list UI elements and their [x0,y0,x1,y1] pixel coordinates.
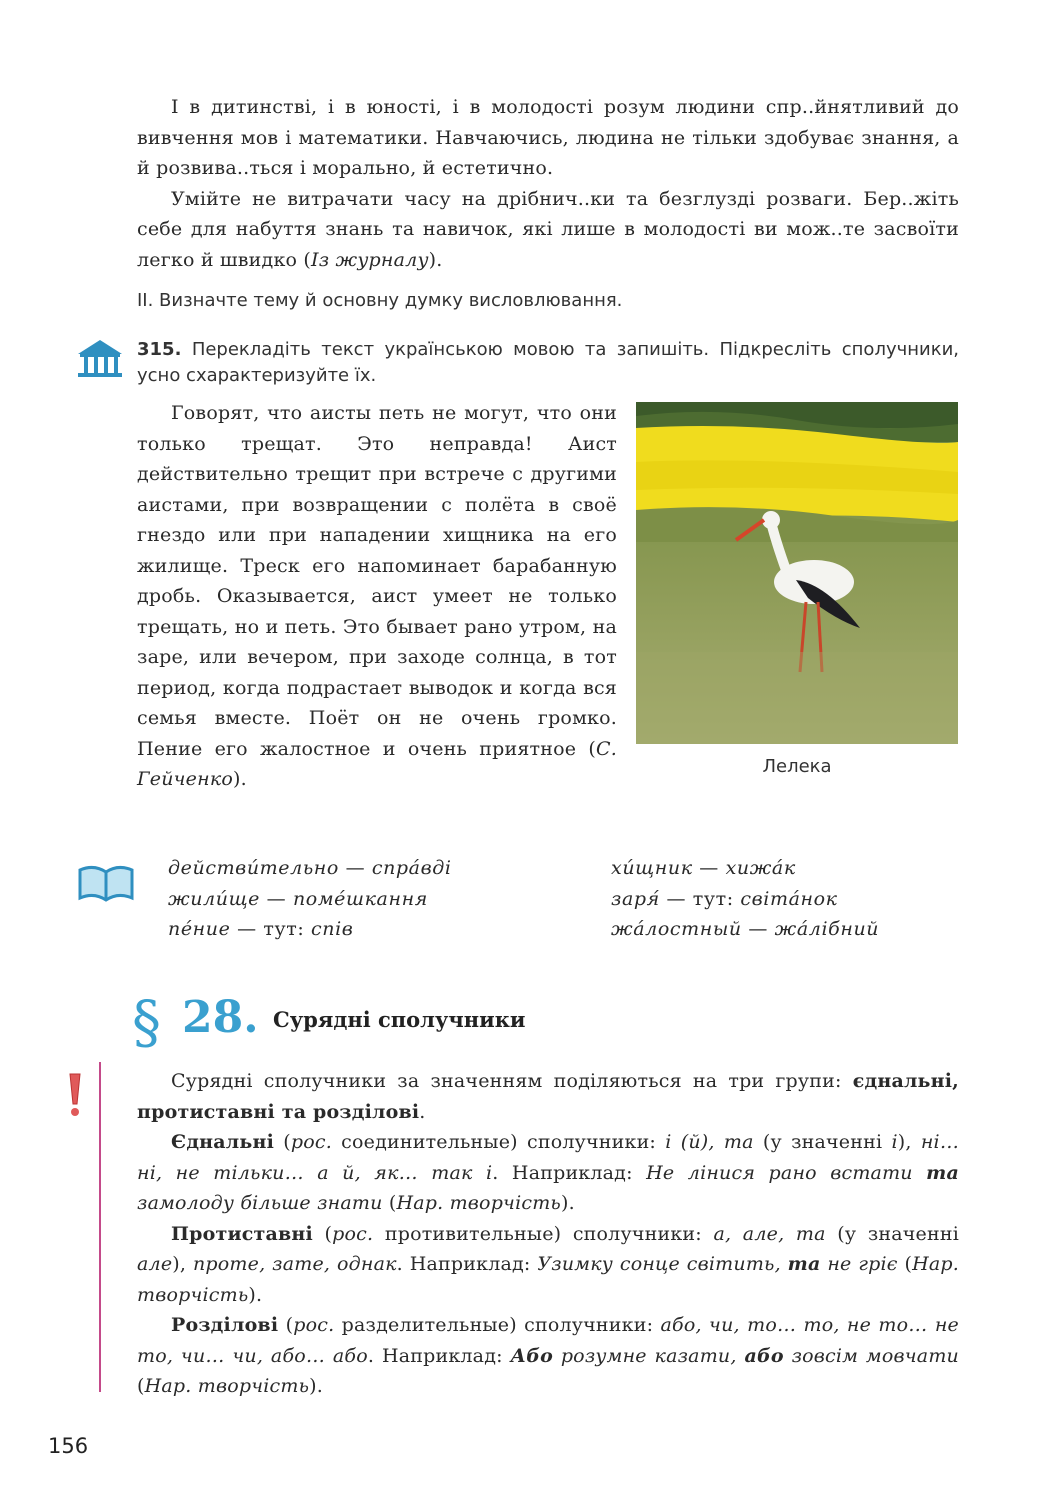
rule-examples: а, але, та [713,1222,826,1245]
vocabulary-right [611,853,879,945]
rules-intro-end: . [419,1100,426,1123]
section-number: 28. [182,992,259,1043]
example-text: Узимку сонце світить, [537,1253,788,1275]
example-end: ). [309,1375,323,1397]
example-text: Не лінися рано встати [646,1161,927,1184]
example-bold: Або [510,1344,553,1367]
rules-intro [137,1066,959,1127]
top-paragraph-1: І в дитинстві, і в юності, і в молодості розум людини спр..йнятливий до вивчення мов і математики. Навчаючись, людина не тільки здобуває знання, а й розвива..ться і морально, й естетично. [137,96,959,179]
rules-block [137,1066,959,1402]
vocab-ua: спів [311,918,354,940]
vocab-row [168,884,452,915]
section-mark: § [132,988,161,1056]
vocab-ru: жа́лостный [611,918,742,940]
vocab-prefix: тут: [692,887,741,910]
vocab-dash: — [230,918,264,940]
top-paragraph-2 [137,184,959,276]
vocab-row [611,853,879,884]
example-end: ). [560,1192,575,1214]
example-text: розумне казати, [553,1344,745,1367]
russian-text [137,398,617,795]
rule-term: Розділові [171,1314,279,1336]
task-ii: ІІ. Визначте тему й основну думку висловлювання. [137,290,623,311]
section-title: Сурядні сполучники [273,1007,526,1032]
example-bold: та [926,1161,959,1184]
page-number: 156 [48,1434,89,1458]
rule-side-line [99,1062,101,1392]
author-label: С. Гейченко [137,737,617,790]
rule-adversative: Протиставні (рос. противительные) сполучники: а, але, та (у значенні але), проте, зате, однак. Наприклад: Узимку сонце світить, та не гріє (Нар. творчість). [137,1222,960,1306]
ros-abbr: рос. [332,1222,374,1245]
vocab-ua: спра́вді [371,857,452,879]
example-text: замолоду більше знати [137,1192,383,1214]
vocab-dash: — [260,887,293,910]
vocab-ru: заря́ [611,887,660,910]
rule-disjunctive: Розділові (рос. разделительные) сполучники: або, чи, то… то, не то… не то, чи… чи, або… або. Наприклад: Або розумне казати, або зовсім мовчати (Нар. творчість). [137,1314,959,1397]
vocab-ua: поме́шкання [292,887,428,910]
note-text: ), [172,1253,193,1275]
top-paragraph-2-end: ). [428,248,443,271]
note-text: ), [897,1131,921,1153]
note-italic: і [891,1131,898,1153]
note-text: (у значенні [825,1222,959,1245]
vocab-ru: хи́щник [611,857,693,879]
exercise-315 [137,337,959,389]
rule-conjunctive: Єднальні (рос. соединительные) сполучники: і (й), та (у значенні і), ні… ні, не тільки… а й, як… так і. Наприклад: Не лінися рано встати та замолоду більше знати (Нар. творчість). [137,1131,960,1214]
example-label: . Наприклад: [492,1161,647,1184]
rule-term: Протиставні [171,1222,313,1245]
top-text-block [137,92,959,275]
vocab-prefix: тут: [263,918,312,940]
stork-photo [636,402,958,744]
ru-term: противительные) сполучники: [373,1222,714,1245]
rules-intro-text: Сурядні сполучники за значенням поділяються на три групи: [171,1070,853,1092]
photo-caption: Лелека [762,756,832,777]
example-source: Нар. творчість [144,1375,310,1397]
russian-text-end: ). [233,768,247,790]
example-source: Нар. творчість [396,1192,561,1214]
exercise-text: Перекладіть текст українською мовою та запишіть. Підкресліть сполучники, усно схарактеризуйте їх. [137,339,959,386]
exclamation-icon [64,1070,86,1120]
example-end: ). [248,1283,263,1306]
vocab-ru: действи́тельно [168,857,339,879]
example-bold: та [787,1253,821,1275]
vocab-row [611,884,879,915]
vocab-ua: хижа́к [725,857,796,879]
russian-text-body: Говорят, что аисты петь не могут, что они только трещат. Это неправда! Аист действительно трещит при встрече с другими аистами, при возвращении с полёта в своё гнездо или при нападении хищника на его жилище. Треск его напоминает барабанную дробь. Оказывается, аист умеет не только трещать, но и петь. Это бывает рано утром, на заре, или вечером, при заходе солнца, в тот период, когда подрастает выводок и когда вся семья вместе. Поёт он не очень громко. Пение его жалостное и очень приятное ( [137,402,617,760]
vocab-ru: пе́ние [168,918,231,940]
vocab-dash: — [692,857,726,879]
vocab-row [168,914,452,945]
ru-term: соединительные) сполучники: [331,1131,666,1153]
vocab-dash: — [659,887,693,910]
example-text: зовсім мовчати [783,1344,959,1367]
top-paragraph-2-text: Умійте не витрачати часу на дрібнич..ки та безглузді розваги. Бер..жіть себе для набуття знань та навичок, які лише в молодості ви мож..те засвоїти легко й швидко ( [137,187,959,271]
vocab-ru: жили́ще [168,887,261,910]
rules-intro-bold: єднальні, протиставні та розділові [137,1070,959,1123]
exercise-number: 315. [137,339,182,360]
vocab-row [168,853,452,884]
ros-abbr: рос. [290,1131,332,1153]
vocabulary-left [168,853,452,945]
note-italic: але [137,1253,173,1275]
note-text: (у значенні [753,1131,892,1153]
rule-more-examples: проте, зате, однак [192,1253,397,1275]
example-label: . Наприклад: [396,1253,538,1275]
source-label: Із журналу [311,248,429,271]
rule-term: Єднальні [171,1131,275,1153]
home-task-icon [74,336,126,380]
example-text: не гріє [820,1253,898,1275]
rule-examples: і (й), та [665,1131,754,1153]
example-source: Нар. творчість [137,1253,960,1306]
dictionary-book-icon [76,862,136,904]
vocab-dash: — [338,857,372,879]
example-label: . Наприклад: [367,1344,511,1367]
example-bold: або [744,1344,784,1367]
vocab-row [611,914,879,945]
vocab-ua: світа́нок [740,887,838,910]
rule-examples: або, чи, то… то, не то… не то, чи… чи, або… або [137,1314,959,1367]
vocab-dash: — [741,918,775,940]
ru-term: разделительные) сполучники: [334,1314,661,1336]
rule-more-examples: ні… ні, не тільки… а й, як… так і [137,1131,960,1184]
vocab-ua: жа́лібний [774,918,880,940]
ros-abbr: рос. [293,1314,335,1336]
